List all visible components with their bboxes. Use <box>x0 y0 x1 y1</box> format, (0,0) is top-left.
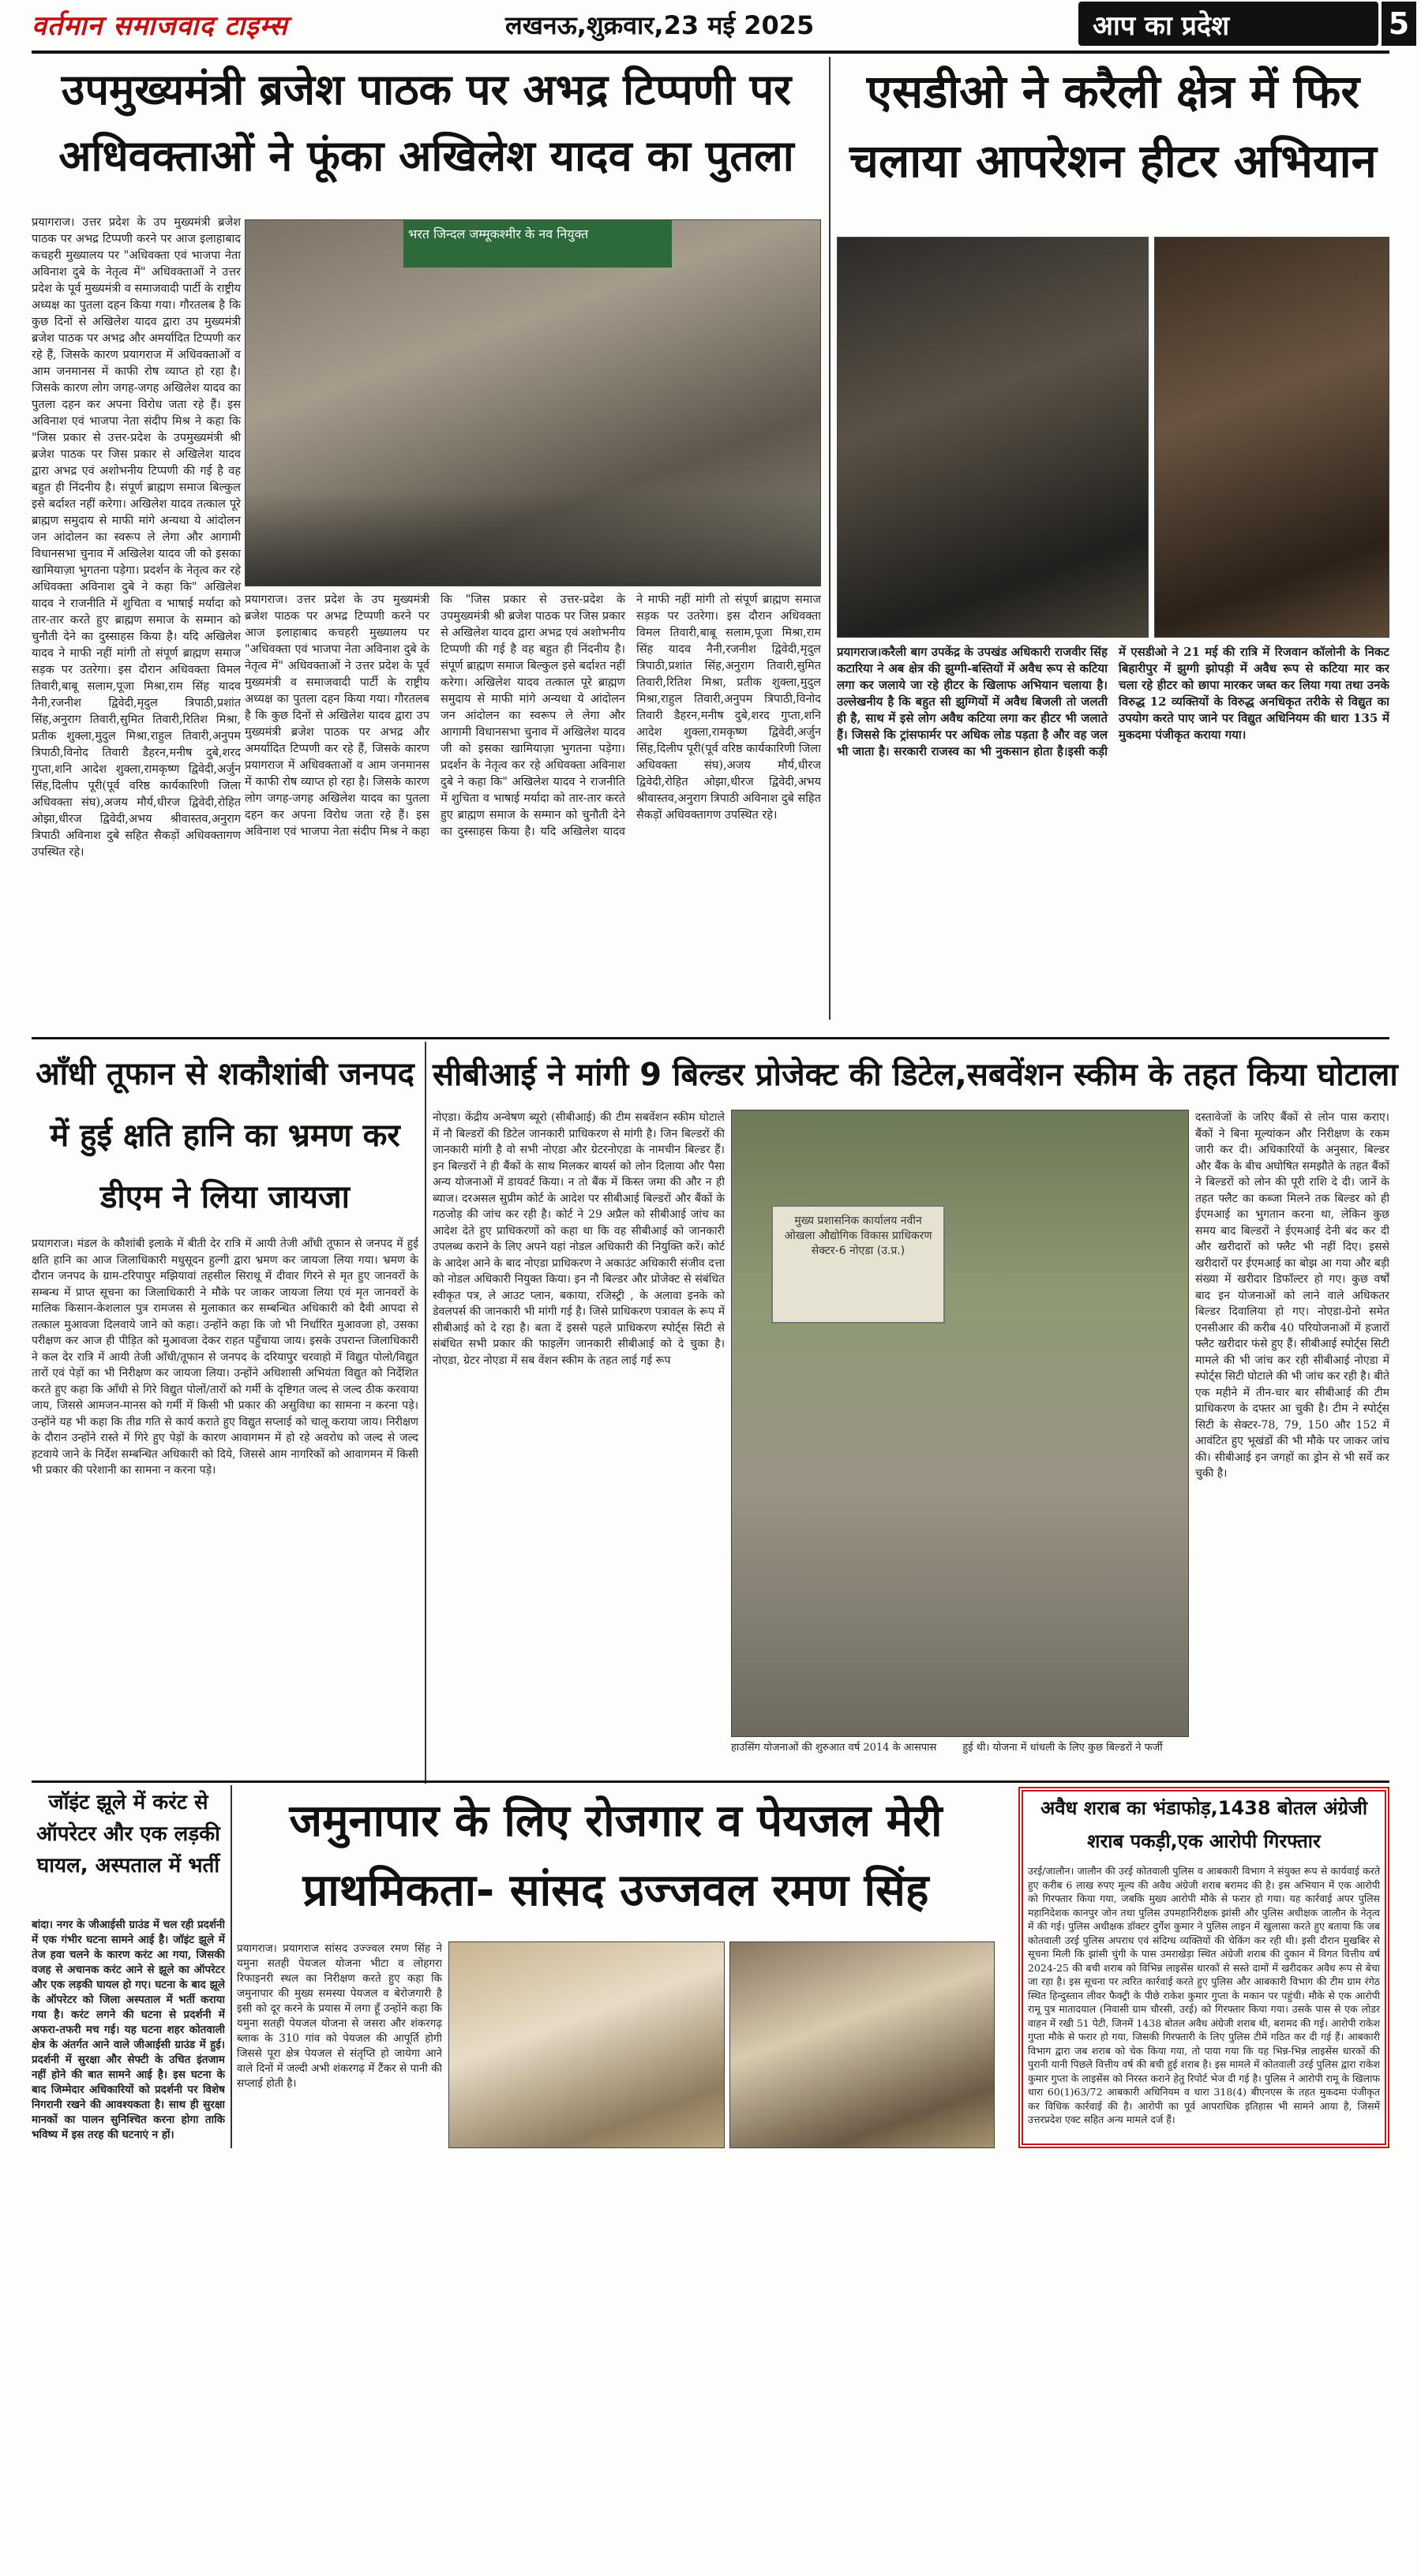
story2-headline: एसडीओ ने करैली क्षेत्र में फिर चलाया आपरेशन हीटर अभियान <box>849 65 1377 188</box>
story6-photo-left <box>448 1941 725 2148</box>
story7-headline: अवैध शराब का भंडाफोड़,1438 बोतल अंग्रेजी शराब पकड़ी,एक आरोपी गिरफ्तार <box>1040 1797 1368 1852</box>
page-number: 5 <box>1382 2 1416 46</box>
col-divider <box>829 57 830 1020</box>
story1-body-cont-text: प्रयागराज। उत्तर प्रदेश के उप मुख्यमंत्री ब्रजेश पाठक पर अभद्र टिप्पणी करने पर आज इलाहाबाद कचहरी मुख्यालय पर "अधिवक्ता एवं भाजपा नेता अविनाश दुबे के नेतृत्व में" अधिवक्ताओं ने उत्तर प्रदेश के पूर्व मुख्यमंत्री व समाजवादी पार्टी के राष्ट्रीय अध्यक्ष का पुतला दहन किया गया। गौरतलब है कि कुछ दिनों से अखिलेश यादव द्वारा उप मुख्यमंत्री ब्रजेश पाठक पर अभद्र और अमर्यादित टिप्पणी कर रहे हैं, जिसके कारण प्रयागराज में अधिवक्ताओं व आम जनमानस में काफी रोष व्याप्त हो रहा है। जिसके कारण लोग जगह-जगह अखिलेश यादव का पुतला दहन कर अपना विरोध जता रहे हैं। इस अविनाश एवं भाजपा नेता संदीप मिश्र ने कहा कि "जिस प्रकार से उत्तर-प्रदेश के उपमुख्यमंत्री श्री ब्रजेश पाठक पर जिस प्रकार से अखिलेश यादव द्वारा अभद्र एवं अशोभनीय टिप्पणी की गई है वह बहुत ही निंदनीय है। संपूर्ण ब्राह्मण समाज बिल्कुल इसे बर्दाश्त नहीं करेगा। अखिलेश यादव तत्काल पूरे ब्राह्मण समुदाय से माफी मांगे अन्यथा ये आंदोलन जन आंदोलन का स्वरूप ले लेगा और आगामी विधानसभा चुनाव में अखिलेश यादव जी को इसका खामियाज़ा भुगतना पड़ेगा। प्रदर्शन के नेतृत्व कर रहे अधिवक्ता अविनाश दुबे ने कहा कि" अखिलेश यादव ने राजनीति में शुचिता व भाषाई मर्यादा को तार-तार करते हुए ब्राह्मण समाज के सम्मान को चुनौती देने का दुस्साहस किया है। यदि अखिलेश यादव ने माफी नहीं मांगी तो संपूर्ण ब्राह्मण समाज सड़क पर उतरेगा। इस दौरान अधिवक्ता विमल तिवारी,बाबू सलाम,पूजा मिश्रा,राम सिंह यादव नैनी,रजनीश द्विवेदी,मृदुल त्रिपाठी,प्रशांत सिंह,अनुराग तिवारी,सुमित तिवारी,रितिश मिश्रा, प्रतीक शुक्ला,मुदुल मिश्रा,राहुल तिवारी,अनुपम त्रिपाठी,विनोद तिवारी डैहरन,मनीष दुबे,शरद गुप्ता,शनि आदेश शुक्ला,रामकृष्ण द्विवेदी,अर्जुन सिंह,दिलीप पूरी(पूर्व वरिष्ठ कार्यकारिणी जिला अधिवक्ता संघ),अजय मौर्य,धीरज द्विवेदी,रोहित ओझा,धीरज द्विवेदी,अभय श्रीवास्तव,अनुराग त्रिपाठी अविनाश दुबे सहित सैकड़ों अधिवक्तागण उपस्थित रहे। <box>245 593 821 838</box>
story3-body: प्रयागराज। मंडल के कौशांबी इलाके में बीती देर रात्रि में आयी तेजी आँधी तूफान से जनपद में हुई क्षति हानि का आज जिलाधिकारी मधुसूदन हुल्गी द्वारा भ्रमण कर जायजा लिया गया। भ्रमण के दौरान जनपद के ग्राम-टरिपापुर मझियावां तहसील सिराथू में दीवार गिरने से मृत हुए जानवरों के सम्बन्ध में प्राप्त सूचना का जिलाधिकारी ने मौके पर जाकर जायजा लिया एवं मृत जानवरों के मालिक किसान-केशलाल पुत्र रामजस से मुलाकात कर सम्बन्धित अधिकारी को दैवी आपदा से तत्काल मुआवजा दिलवाये जाने को कहा। उन्होंने कहा कि जो भी निर्धारित मुआवजा हो, उसका परीक्षण कर आज ही पीड़ित को मुआवजा देकर राहत पहुँचाया जाय। इसके उपरान्त जिलाधिकारी ने कल देर रात्रि में आयी तेजी आँधी/तूफान से जनपद के दरियापुर चरवाहो में विद्युत पोलो/विद्युत तारों एवं पेड़ों का भी निरीक्षण कर जायजा लिया। उन्होंने अधिशासी अभियंता विद्युत को निर्देशित करते हुए कहा कि आँधी से गिरे विद्युत पोलों/तारों को गर्मी के दृष्टिगत जल्द से जल्द ठीक करवाया जाय, जिससे आमजन-मानस को गर्मी में किसी भी प्रकार की असुविधा का सामना न करना पड़े। उन्होंने यह भी कहा कि तीव्र गति से कार्य कराते हुए विद्युत सप्लाई को चालू कराया जाय। निरीक्षण के दौरान उन्होंने रास्ते में गिरे हुए पेड़ों के कारण आवागमन में हो रहे अवरोध को जल्द से जल्द हटवाये जाने के निर्देश सम्बन्धित अधिकारी को दिये, जिससे आम नागरिकों को आवागमन में किसी भी प्रकार की परेशानी का सामना न करना पड़े। <box>32 1237 418 1477</box>
row3-rule <box>32 1780 1389 1783</box>
story1-body-cont <box>245 592 821 1034</box>
masthead <box>0 0 1421 49</box>
story6-body1-text: प्रयागराज। प्रयागराज सांसद उज्ज्वल रमण सिंह ने यमुना सतही पेयजल योजना भीटा व लोहगरा रिफाइनरी स्थल का निरीक्षण करते हुए कहा कि जमुनापार की मुख्य समस्या पेयजल व बेरोजगारी है इसी को दूर करने के प्रयास में लगा हूँ उन्होंने कहा कि यमुना सतही पेयजल योजना से जसरा और शंकरगढ़ ब्लाक के 310 गांव को पेयजल की आपूर्ति होगी जिससे पूरा क्षेत्र पेयजल से संतृप्ति हो जायेगा आने वाले दिनों में जल्दी अभी शंकरगढ़ में टैंकर से पानी की सप्लाई होती है। <box>237 1942 442 2090</box>
story1-headline: उपमुख्यमंत्री ब्रजेश पाठक पर अभद्र टिप्पणी पर अधिवक्ताओं ने फूंका अखिलेश यादव का पुतला <box>58 65 794 181</box>
story2-body: प्रयागराज।करैली बाग उपकेंद्र के उपखंड अधिकारी राजवीर सिंह कटारिया ने अब क्षेत्र की झुग्गी-बस्तियों में अवैध रूप से कटिया लगा कर जलाये जा रहे हीटर के खिलाफ अभियान चलाया है। उल्लेखनीय है कि बहुत सी झुग्गियों में अवैध बिजली तो जलती ही है, साथ में इसे लोग अवैध कटिया लगा कर हीटर भी जलाते हैं। जिससे कि ट्रांसफार्मर पर अधिक लोड पड़ता है और वह जल भी जाता है। सरकारी राजस्व का भी नुकसान होता है।इसी कड़ी में एसडीओ ने 21 मई की रात्रि में रिजवान कॉलोनी के निकट बिहारीपुर में झुग्गी झोपड़ी में अवैध रूप से कटिया मार कर चला रहे हीटर को छापा मारकर जब्त कर लिया गया तथा उनके विरुद्ध 12 व्यक्तियों के विरुद्ध अनधिकृत तरीके से विद्युत का उपयोग करते पाए जाने पर विद्युत अधिनियम की धारा 135 में मुकदमा पंजीकृत कराया गया। <box>837 645 1389 758</box>
story6-photo-right <box>729 1941 995 2148</box>
story6-body1 <box>237 1941 442 2148</box>
photo-banner: भरत जिन्दल जम्मूकश्मीर के नव नियुक्त <box>403 220 672 268</box>
story4-headline: सीबीआई ने मांगी 9 बिल्डर प्रोजेक्ट की डिटेल,सबवेंशन स्कीम के तहत किया घोटाला <box>433 1057 1398 1093</box>
story6-headline: जमुनापार के लिए रोजगार व पेयजल मेरी प्राथमिकता- सांसद उज्जवल रमण सिंह <box>289 1795 943 1916</box>
story4-divider <box>425 1042 426 1784</box>
story4-caption: हाउसिंग योजनाओं की शुरुआत वर्ष 2014 के आसपास हुई थी। योजना में धांधली के लिए कुछ बिल्डरों ने फर्जी <box>731 1742 1163 1754</box>
dateline: लखनऊ,शुक्रवार,23 मई 2025 <box>505 10 815 40</box>
story2-photo-right <box>1154 237 1389 638</box>
story4-body2: दस्तावेजों के जरिए बैंकों से लोन पास कराए। बैंकों ने बिना मूल्यांकन और निरीक्षण के रकम जारी कर दी। अधिकारियों के अनुसार, बिल्डर और बैंक के बीच अघोषित समझौते के तहत बैंकों ने बिल्डरों को लोन की पूरी राशि दे दी। जानें के तहत फ्लैट का कब्जा मिलने तक बिल्डर को ही ईएमआई का भुगतान करना था, लेकिन कुछ समय बाद बिल्डरों ने ईएमआई देनी बंद कर दी और खरीदारों को फ्लैट भी नहीं दिए। इससे खरीदारों पर ईएमआई का बोझ आ गया और बड़ी संख्या में खरीदार डिफॉल्टर हो गए। कुछ वर्षों बाद इन योजनाओं को लाने वाले अधिकतर बिल्डर दिवालिया हो गए। नोएडा-ग्रेनो समेत एनसीआर की करीब 40 परियोजनाओं में हजारों फ्लैट खरीदार फंसे हुए हैं। सीबीआई स्पोर्ट्स सिटी मामले की भी जांच कर रही सीबीआई नोएडा में स्पोर्ट्स सिटी घोटाले की भी जांच कर रही है। बीते एक महीने में तीन-चार बार सीबीआई की टीम प्राधिकरण के दफ्तर आ चुकी है। टीम ने स्पोर्ट्स सिटी के सेक्टर-78, 79, 150 और 152 में आवंटित हुए भूखंडों की भी मौके पर जाकर जांच की। सीबीआई इन जगहों का ड्रोन से भी सर्वे कर चुकी है। <box>1195 1111 1389 1480</box>
story2-photo-left <box>837 237 1149 638</box>
story1-photo <box>245 219 821 586</box>
story5-body: बांदा। नगर के जीआईसी ग्राउंड में चल रही प्रदर्शनी में एक गंभीर घटना सामने आई है। जॉइंट झूले में तेज हवा चलने के कारण करंट आ गया, जिसकी वजह से अचानक करंट आने से झूले का ऑपरेटर और एक लड़की घायल हो गए। घटना के बाद झूले के ऑपरेटर को जिला अस्पताल में भर्ती कराया गया है। करंट लगने की घटना से प्रदर्शनी में अफरा-तफरी मच गई। यह घटना शहर कोतवाली क्षेत्र के अंतर्गत आने वाले जीआईसी ग्राउंड में हुई। प्रदर्शनी में सुरक्षा और सेफ्टी के उचित इंतजाम नहीं होने की बात सामने आई है। इस घटना के बाद जिम्मेदार अधिकारियों को प्रदर्शनी पर विशेष निगरानी रखने की आवश्यकता है। साथ ही सुरक्षा मानकों का पालन सुनिश्चित करना होगा ताकि भविष्य में इस तरह की घटनाएं न हों। <box>32 1919 225 2141</box>
masthead-rule <box>32 51 1389 54</box>
story4-photo <box>731 1110 1189 1737</box>
story1-body-col1: प्रयागराज। उत्तर प्रदेश के उप मुख्यमंत्री ब्रजेश पाठक पर अभद्र टिप्पणी करने पर आज इलाहाबाद कचहरी मुख्यालय पर "अधिवक्ता एवं भाजपा नेता अविनाश दुबे के नेतृत्व में" अधिवक्ताओं ने उत्तर प्रदेश के पूर्व मुख्यमंत्री व समाजवादी पार्टी के राष्ट्रीय अध्यक्ष का पुतला दहन किया गया। गौरतलब है कि कुछ दिनों से अखिलेश यादव द्वारा उप मुख्यमंत्री ब्रजेश पाठक पर अभद्र और अमर्यादित टिप्पणी कर रहे हैं, जिसके कारण प्रयागराज में अधिवक्ताओं व आम जनमानस में काफी रोष व्याप्त हो रहा है। जिसके कारण लोग जगह-जगह अखिलेश यादव का पुतला दहन कर अपना विरोध जता रहे हैं। इस अविनाश एवं भाजपा नेता संदीप मिश्र ने कहा कि "जिस प्रकार से उत्तर-प्रदेश के उपमुख्यमंत्री श्री ब्रजेश पाठक पर जिस प्रकार से अखिलेश यादव द्वारा अभद्र एवं अशोभनीय टिप्पणी की गई है वह बहुत ही निंदनीय है। संपूर्ण ब्राह्मण समाज बिल्कुल इसे बर्दाश्त नहीं करेगा। अखिलेश यादव तत्काल पूरे ब्राह्मण समुदाय से माफी मांगे अन्यथा ये आंदोलन जन आंदोलन का स्वरूप ले लेगा और आगामी विधानसभा चुनाव में अखिलेश यादव जी को इसका खामियाज़ा भुगतना पड़ेगा। प्रदर्शन के नेतृत्व कर रहे अधिवक्ता अविनाश दुबे ने कहा कि" अखिलेश यादव ने राजनीति में शुचिता व भाषाई मर्यादा को तार-तार करते हुए ब्राह्मण समाज के सम्मान को चुनौती देने का दुस्साहस किया है। यदि अखिलेश यादव ने माफी नहीं मांगी तो संपूर्ण ब्राह्मण समाज सड़क पर उतरेगा। इस दौरान अधिवक्ता विमल तिवारी,बाबू सलाम,पूजा मिश्रा,राम सिंह यादव नैनी,रजनीश द्विवेदी,मृदुल त्रिपाठी,प्रशांत सिंह,अनुराग तिवारी,सुमित तिवारी,रितिश मिश्रा, प्रतीक शुक्ला,मुदुल मिश्रा,राहुल तिवारी,अनुपम त्रिपाठी,विनोद तिवारी डैहरन,मनीष दुबे,शरद गुप्ता,शनि आदेश शुक्ला,रामकृष्ण द्विवेदी,अर्जुन सिंह,दिलीप पूरी(पूर्व वरिष्ठ कार्यकारिणी जिला अधिवक्ता संघ),अजय मौर्य,धीरज द्विवेदी,रोहित ओझा,धीरज द्विवेदी,अभय श्रीवास्तव,अनुराग त्रिपाठी अविनाश दुबे सहित सैकड़ों अधिवक्तागण उपस्थित रहे। <box>32 216 241 859</box>
story3-headline: आँधी तूफान से शकौशांबी जनपद में हुई क्षति हानि का भ्रमण कर डीएम ने लिया जायजा <box>36 1056 414 1215</box>
section-title: आप का प्रदेश <box>1093 10 1230 42</box>
office-sign: मुख्य प्रशासनिक कार्यालय नवीन ओखला औद्योगिक विकास प्राधिकरण सेक्टर-6 नोएडा (उ.प्र.) <box>771 1205 945 1324</box>
story4-body1: नोएडा। केंद्रीय अन्वेषण ब्यूरो (सीबीआई) की टीम सबवेंशन स्कीम घोटाले में नौ बिल्डरों की डिटेल जानकारी प्राधिकरण से मांगी है। जिन बिल्डरों की जानकारी मांगी है वो सभी नोएडा और ग्रेटरनोएडा के नामचीन बिल्डर हैं। इन बिल्डरों ने ही बैंकों के साथ मिलकर बायर्स को लोन दिलाया और पैसा अन्य योजनाओं में डायवर्ट किया। न तो बैंक में किस्त जमा की और न ही ब्याज। दरअसल सुप्रीम कोर्ट के आदेश पर सीबीआई बिल्डरों और बैंकों के गठजोड़ की जांच कर रही है। कोर्ट ने 29 अप्रैल को सीबीआई जांच का आदेश देते हुए प्राधिकरणों को कहा था कि वह सीबीआई को जानकारी उपलब्ध कराने के लिए अपने यहां नोडल अधिकारी की नियुक्ति करें। कोर्ट के आदेश आने के बाद नोएडा प्राधिकरण ने अकाउंट अधिकारी संजीव दत्ता को नोडल अधिकारी नियुक्त किया। इन नौ बिल्डर और प्रोजेक्ट से संबंधित स्वीकृत पत्र, ले आउट प्लान, बकाया, रजिस्ट्री , के अलावा इनके को डेवलपर्स की जानकारी भी मांगी गई है। जिसे प्राधिकरण पत्रावल के रूप में सीबीआई को दे रहा है। बता दें इससे पहले प्राधिकरण स्पोर्ट्स सिटी से संबंधित सभी प्रकार की फाइलेंग जानकारी सीबीआई को दे चुका है। नोएडा, ग्रेटर नोएडा में सब वेंशन स्कीम के तहत लाई गई रूप <box>433 1111 725 1367</box>
story3-rule <box>32 1037 1389 1039</box>
paper-name: वर्तमान समाजवाद टाइम्स <box>32 10 288 42</box>
story6-divider <box>231 1785 232 2148</box>
story7-body: उरई/जालौन। जालौन की उरई कोतवाली पुलिस व आबकारी विभाग ने संयुक्त रूप से कार्यवाई करते हुए करीब 6 लाख रुपए मूल्य की अवैध अंग्रेजी शराब बरामद की है। इस अभियान में एक आरोपी को गिरफ्तार किया गया, जबकि मुख्य आरोपी मौके से फरार हो गया। यह कार्रवाई अपर पुलिस महानिदेशक कानपुर जोन तथा पुलिस उपमहानिरीक्षक झांसी और पुलिस अधीक्षक जालौन के नेतृत्व में की गई। पुलिस अधीक्षक डॉक्टर दुर्गेश कुमार ने पुलिस लाइन में खुलासा करते हुए बताया कि जब कोतवाली उरई पुलिस अपराध एवं संदिग्ध व्यक्तियों की चेकिंग कर रही थी। इसी दौरान मुखबिर से सूचना मिली कि झांसी चुंगी के पास उमराखेड़ा स्थित अंग्रेजी शराब की दुकान में विगत वित्तीय वर्ष 2024-25 की बची शराब को विभिन्न लाइसेंस धारकों से सस्ते दामों में खरीदकर अवैध रूप से बेचा जा रहा है। इस सूचना पर त्वरित कार्रवाई करते हुए पुलिस और आबकारी विभाग की टीम ग्राम रंगेठ स्थित हिन्दुस्तान लीवर फैक्ट्री के पीछे राकेश कुमार गुप्ता के मकान पर पहुंची। मौके से एक आरोपी रामू पुत्र मातादयाल (निवासी ग्राम चौरसी, उरई) को गिरफ्तार किया गया। उसके पास से एक लोडर वाहन में रखी 51 पेटी, जिनमें 1438 बोतल अवैध अंग्रेजी शराब थी, बरामद की गई। आरोपी राकेश गुप्ता मौके से फरार हो गया, जिसकी गिरफ्तारी के लिए पुलिस टीमें गठित कर दी गई हैं। आबकारी विभाग द्वारा जब शराब को चेक किया गया, तो पाया गया कि यह भिन्न-भिन्न लाइसेंस धारकों की पुरानी यानी पिछले वित्तीय वर्ष की बची हुई शराब है। इस मामले में कोतवाली उरई पुलिस द्वारा राकेश कुमार गुप्ता के लाइसेंस को निरस्त कराने हेतु रिपोर्ट भेज दी गई है। पुलिस ने आरोपी रामू के खिलाफ धारा 60(1)63/72 आबकारी अधिनियम व धारा 318(4) बीएनएस के तहत मुकदमा पंजीकृत कर विधिक कार्रवाई की है। आरोपी का पूर्व आपराधिक इतिहास भी सामने आया है, जिसमें उत्तरप्रदेश एक्ट सहित अन्य मामले दर्ज हैं। <box>1028 1865 1380 2125</box>
story5-headline: जॉइंट झूले में करंट से ऑपरेटर और एक लड़की घायल, अस्पताल में भर्ती <box>36 1791 220 1878</box>
section-label <box>1078 2 1378 46</box>
